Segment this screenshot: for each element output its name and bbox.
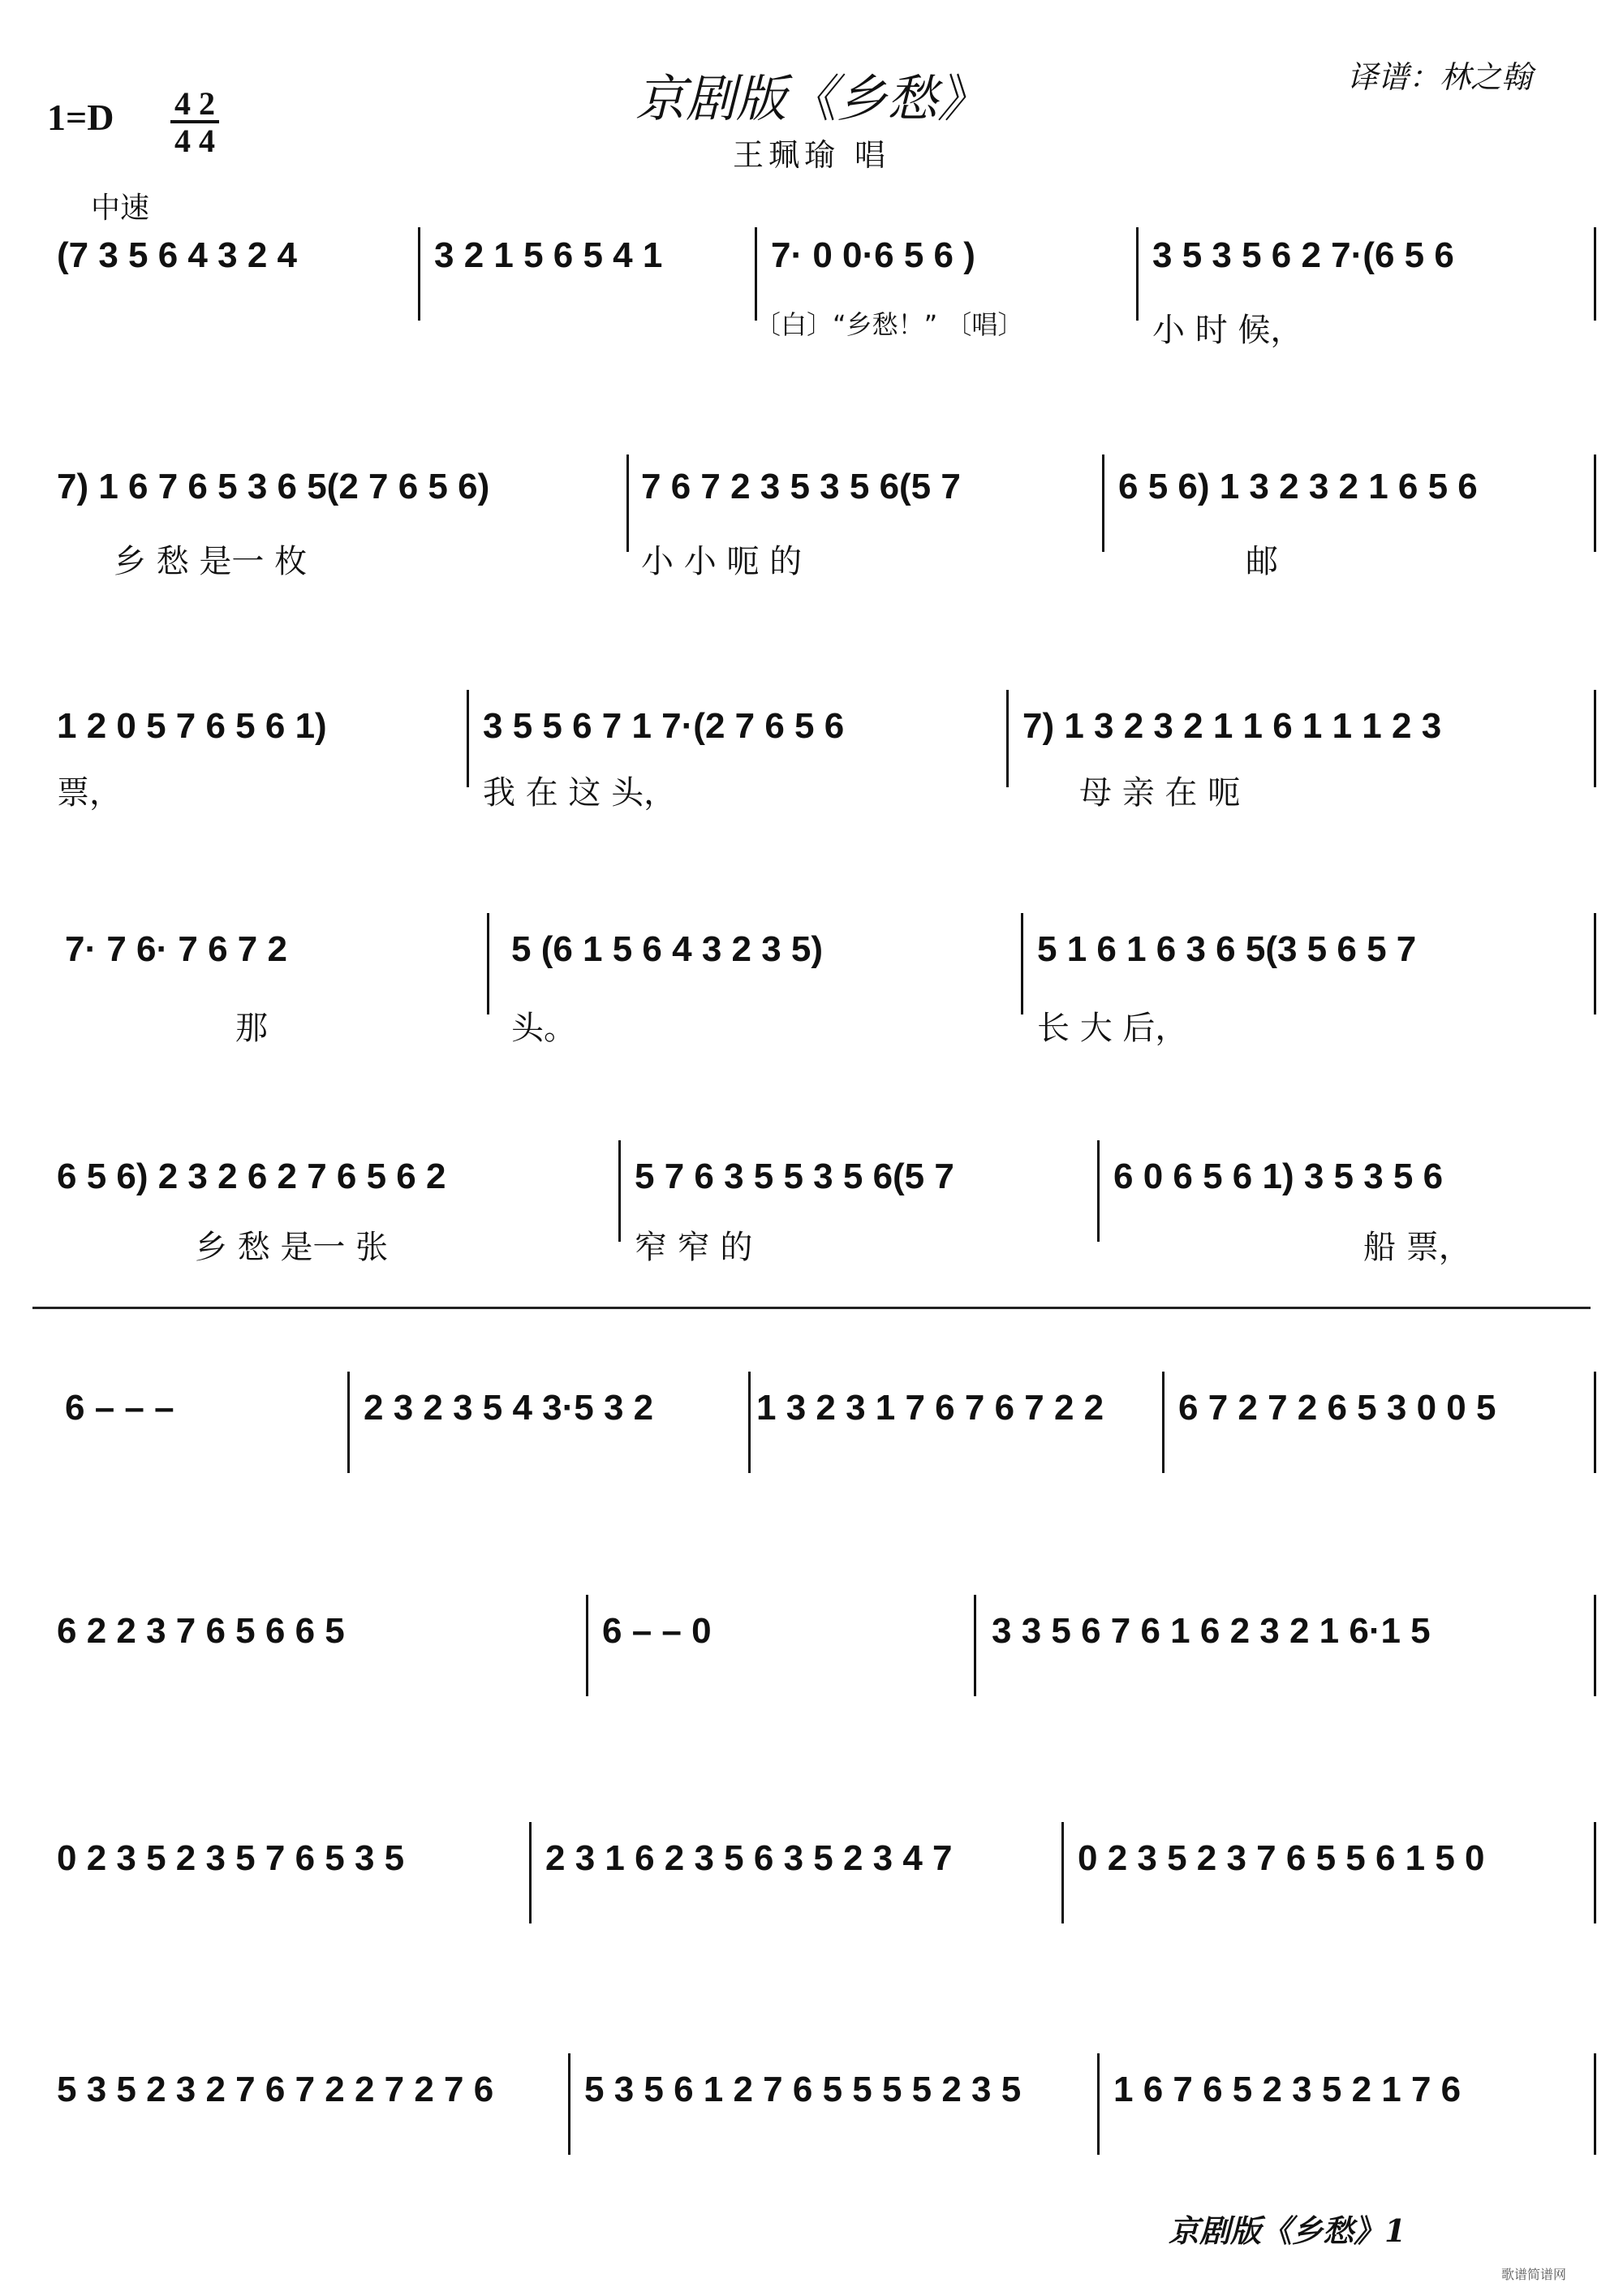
lyric-2-2: 小 小 呃 的 <box>641 543 803 580</box>
lyric-5-1: 乡 愁 是一 张 <box>195 1229 389 1266</box>
lyric-5-2: 窄 窄 的 <box>635 1229 753 1266</box>
barline <box>1594 1372 1596 1473</box>
barline <box>1097 2053 1100 2155</box>
lyric-3-1: 票， <box>57 774 122 812</box>
barline <box>1097 1140 1100 1242</box>
time-signature-top: 4 2 <box>170 88 219 123</box>
measure-8-2: 2 3 1 6 2 3 5 6 3 5 2 3 4 7 <box>545 1838 953 1878</box>
barline <box>1006 690 1009 787</box>
measure-5-2: 5 7 6 3 5 5 3 5 6(5 7 <box>635 1157 954 1196</box>
measure-7-3: 3 3 5 6 7 6 1 6 2 3 2 1 6·1 5 <box>992 1611 1431 1651</box>
lyric-2-3: 邮 <box>1246 543 1278 580</box>
measure-8-3: 0 2 3 5 2 3 7 6 5 5 6 1 5 0 <box>1078 1838 1485 1878</box>
lyric-2-1: 乡 愁 是一 枚 <box>114 543 308 580</box>
measure-3-2: 3 5 5 6 7 1 7·(2 7 6 5 6 <box>483 706 845 746</box>
barline <box>1162 1372 1165 1473</box>
measure-3-3: 7) 1 3 2 3 2 1 1 6 1 1 1 2 3 <box>1022 706 1442 746</box>
measure-2-1: 7) 1 6 7 6 5 3 6 5(2 7 6 5 6) <box>57 467 490 506</box>
barline <box>1061 1822 1064 1923</box>
tempo-marking: 中速 <box>91 192 150 225</box>
measure-8-1: 0 2 3 5 2 3 5 7 6 5 3 5 <box>57 1838 405 1878</box>
lyric-1-3: 〔白〕“乡愁！” 〔唱〕 <box>755 309 1024 340</box>
barline <box>568 2053 570 2155</box>
barline <box>529 1822 532 1923</box>
measure-6-4: 6 7 2 7 2 6 5 3 0 0 5 <box>1178 1388 1496 1428</box>
barline <box>1594 1595 1596 1696</box>
barline <box>586 1595 588 1696</box>
barline <box>1594 227 1596 321</box>
time-signature-bottom: 4 4 <box>174 123 215 159</box>
watermark: 歌谱简谱网 <box>1501 2267 1567 2282</box>
page-footer: 京剧版《乡愁》1 <box>1169 2212 1406 2249</box>
lyric-5-3: 船 票， <box>1363 1229 1471 1266</box>
measure-5-1: 6 5 6) 2 3 2 6 2 7 6 5 6 2 <box>57 1157 446 1196</box>
measure-9-2: 5 3 5 6 1 2 7 6 5 5 5 5 2 3 5 <box>584 2070 1022 2109</box>
lyric-4-3: 长 大 后， <box>1037 1010 1188 1047</box>
measure-9-1: 5 3 5 2 3 2 7 6 7 2 2 7 2 7 6 <box>57 2070 494 2109</box>
barline <box>1136 227 1139 321</box>
measure-5-3: 6 0 6 5 6 1) 3 5 3 5 6 <box>1113 1157 1444 1196</box>
measure-4-3: 5 1 6 1 6 3 6 5(3 5 6 5 7 <box>1037 929 1417 969</box>
measure-4-2: 5 (6 1 5 6 4 3 2 3 5) <box>511 929 824 969</box>
lyric-4-2: 头。 <box>511 1010 576 1047</box>
barline <box>1102 454 1104 552</box>
barline <box>347 1372 350 1473</box>
lyric-4-1: 那 <box>235 1010 268 1047</box>
measure-1-4: 3 5 3 5 6 2 7·(6 5 6 <box>1152 235 1454 275</box>
barline <box>418 227 420 321</box>
barline <box>974 1595 976 1696</box>
measure-1-2: 3 2 1 5 6 5 4 1 <box>434 235 663 275</box>
measure-7-2: 6 – – 0 <box>602 1611 712 1651</box>
barline <box>626 454 629 552</box>
section-divider <box>32 1307 1591 1309</box>
measure-7-1: 6 2 2 3 7 6 5 6 6 5 <box>57 1611 345 1651</box>
measure-4-1: 7· 7 6· 7 6 7 2 <box>65 929 287 969</box>
page-title: 京剧版《乡愁》 <box>635 69 988 128</box>
lyric-3-3: 母 亲 在 呃 <box>1079 774 1241 812</box>
lyric-1-4: 小 时 候， <box>1152 312 1303 349</box>
measure-3-1: 1 2 0 5 7 6 5 6 1) <box>57 706 327 746</box>
barline <box>748 1372 751 1473</box>
measure-1-1: (7 3 5 6 4 3 2 4 <box>57 235 297 275</box>
measure-2-2: 7 6 7 2 3 5 3 5 6(5 7 <box>641 467 961 506</box>
measure-6-3: 1 3 2 3 1 7 6 7 6 7 2 2 <box>756 1388 1104 1428</box>
barline <box>618 1140 621 1242</box>
barline <box>1594 913 1596 1014</box>
measure-2-3: 6 5 6) 1 3 2 3 2 1 6 5 6 <box>1118 467 1478 506</box>
measure-6-1: 6 – – – <box>65 1388 174 1428</box>
singer-credit: 王珮瑜 唱 <box>732 137 891 173</box>
lyric-3-2: 我 在 这 头， <box>483 774 677 812</box>
barline <box>1594 454 1596 552</box>
key-signature: 1=D <box>47 97 114 138</box>
barline <box>467 690 469 787</box>
barline <box>1594 2053 1596 2155</box>
measure-6-2: 2 3 2 3 5 4 3·5 3 2 <box>364 1388 654 1428</box>
barline <box>1021 913 1023 1014</box>
barline <box>487 913 489 1014</box>
barline <box>1594 690 1596 787</box>
measure-1-3: 7· 0 0·6 5 6 ) <box>771 235 975 275</box>
measure-9-3: 1 6 7 6 5 2 3 5 2 1 7 6 <box>1113 2070 1462 2109</box>
arranger-credit: 译谱：林之翰 <box>1347 59 1533 95</box>
barline <box>1594 1822 1596 1923</box>
